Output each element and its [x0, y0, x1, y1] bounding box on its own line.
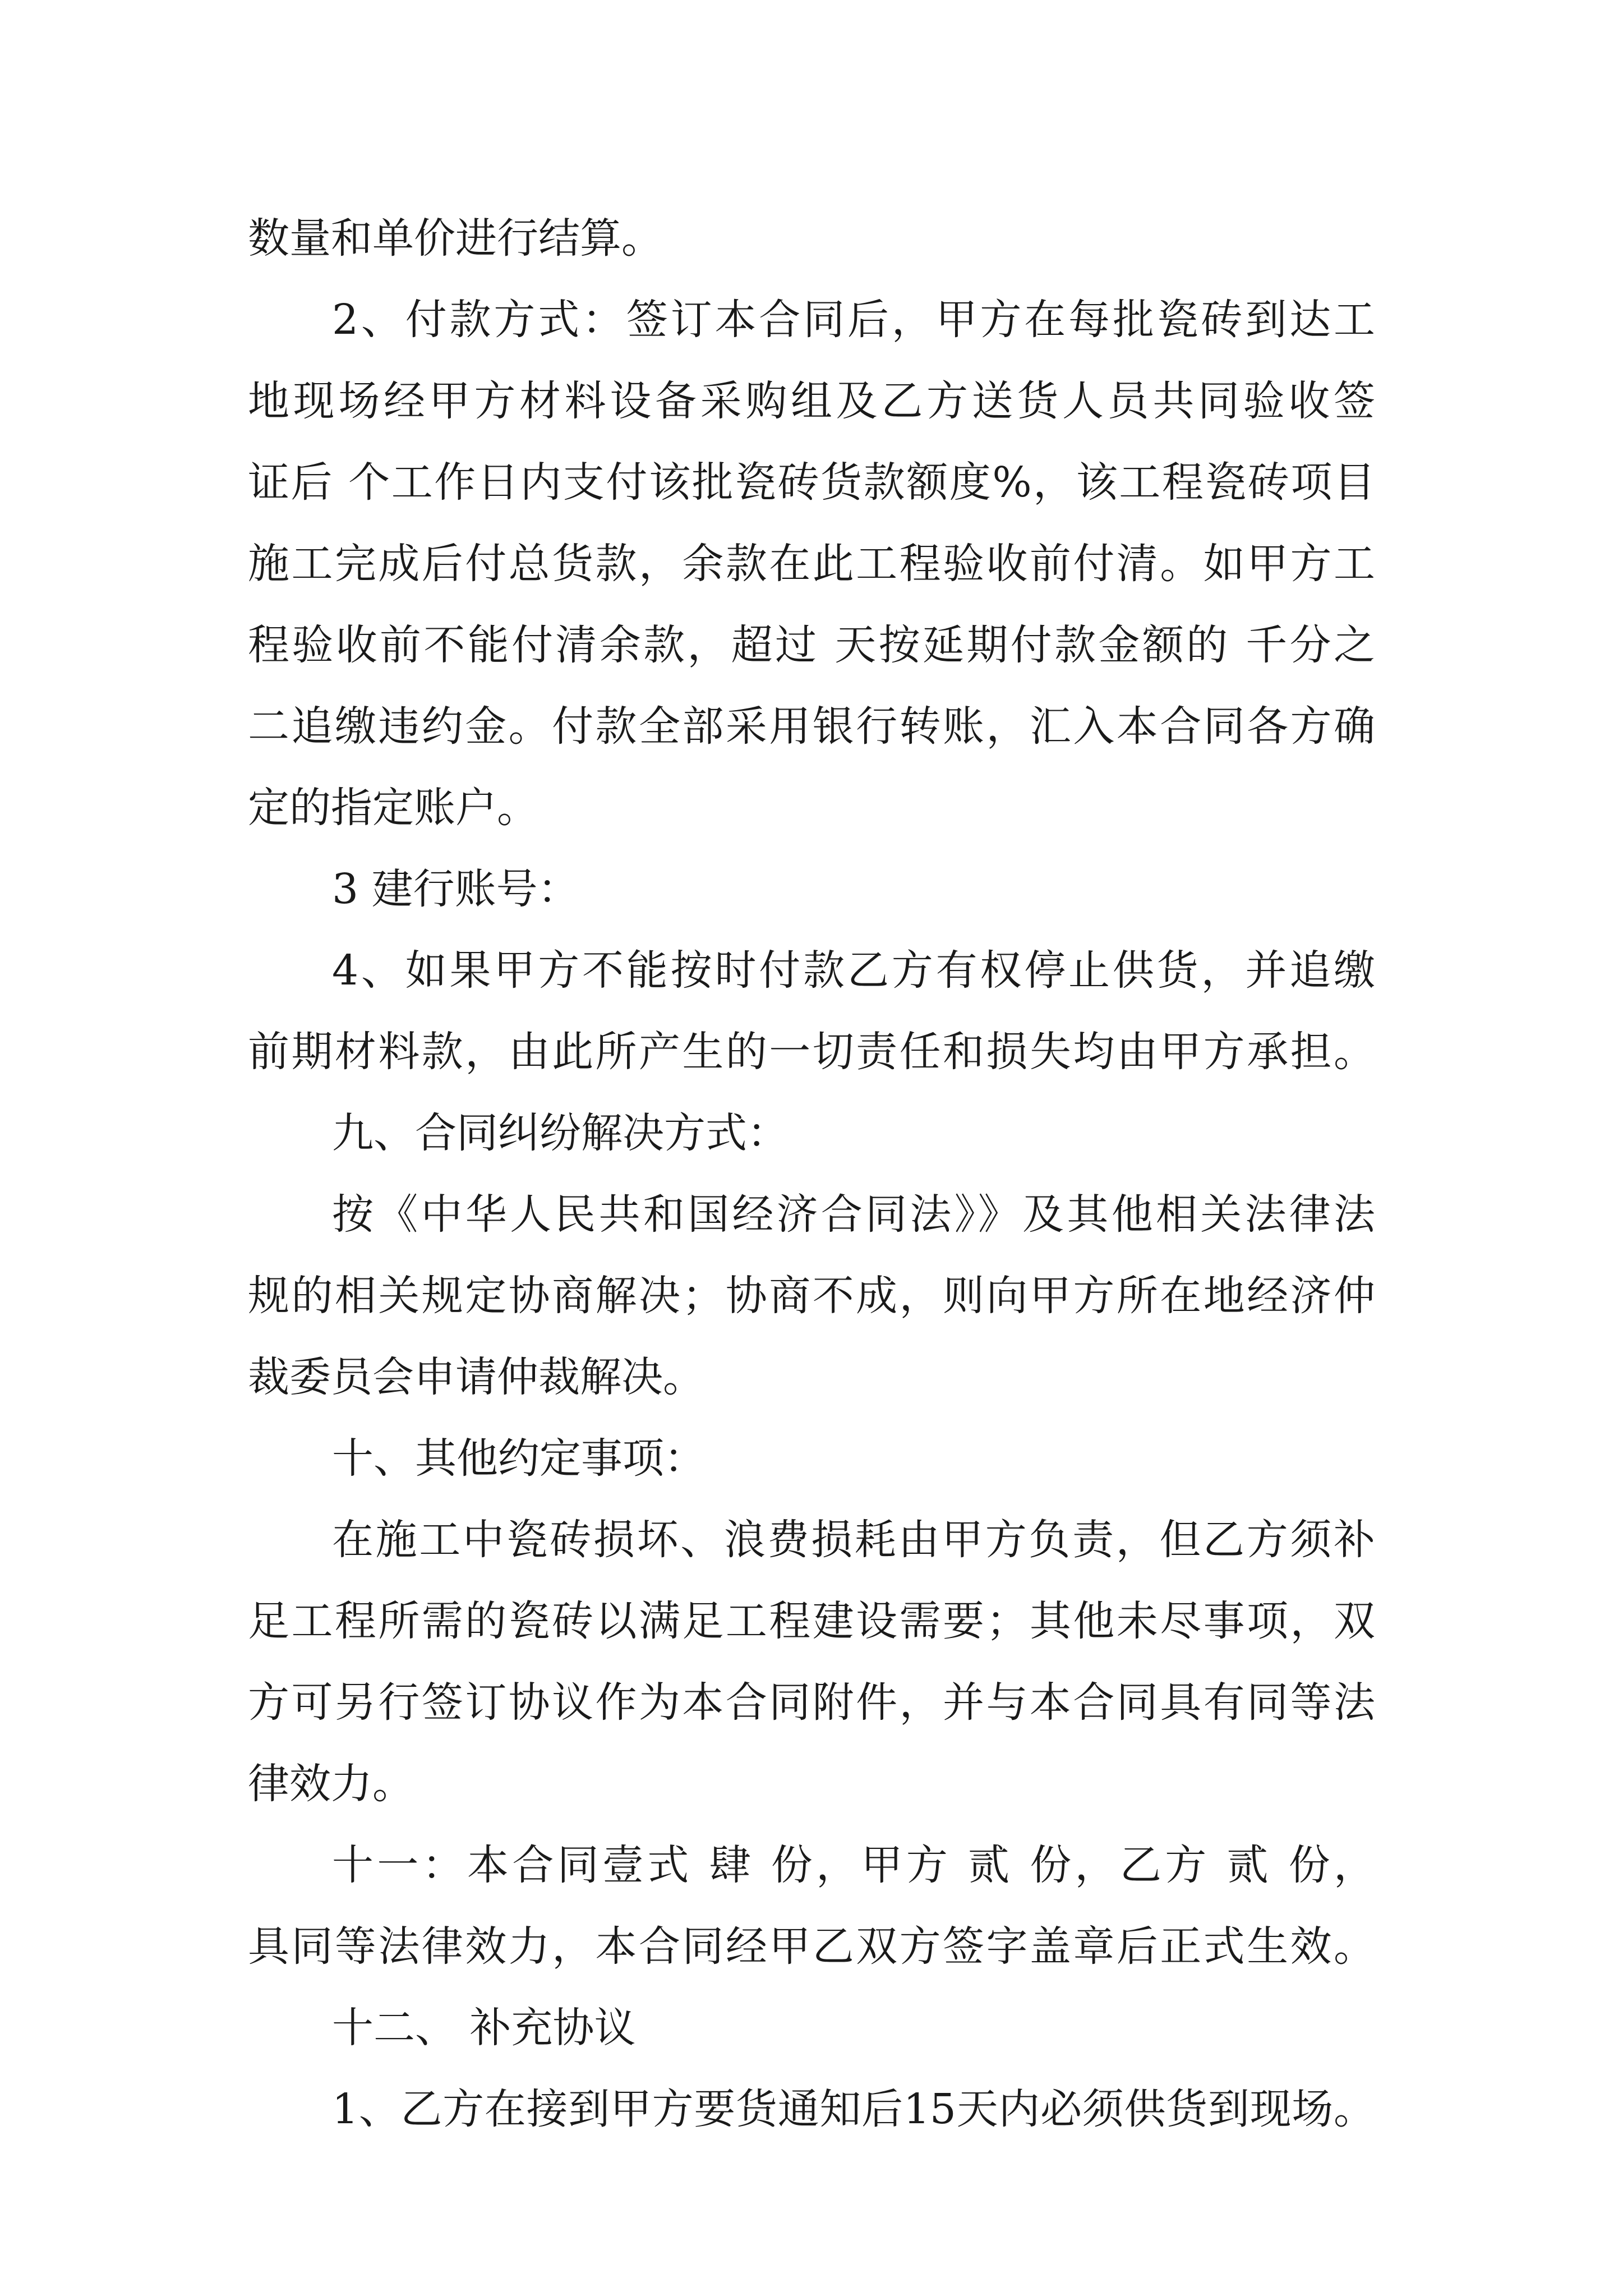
text-line: 施工完成后付总货款，余款在此工程验收前付清。如甲方工 — [248, 540, 1375, 588]
text-line: 方可另行签订协议作为本合同附件，并与本合同具有同等法 — [248, 1678, 1375, 1727]
text-line: 规的相关规定协商解决；协商不成，则向甲方所在地经济仲 — [248, 1272, 1375, 1320]
text-line: 律效力。 — [248, 1760, 414, 1808]
text-line: 1、乙方在接到甲方要货通知后15天内必须供货到现场。 — [332, 2085, 1375, 2133]
section-heading: 十二、 补充协议 — [332, 2004, 636, 2052]
section-heading: 九、合同纠纷解决方式： — [332, 1109, 789, 1157]
text-line: 3 建行账号： — [332, 865, 579, 913]
text-line: 定的指定账户。 — [248, 784, 538, 832]
text-line: 二追缴违约金。付款全部采用银行转账，汇入本合同各方确 — [248, 702, 1375, 751]
text-line: 2、付款方式：签订本合同后，甲方在每批瓷砖到达工 — [332, 296, 1375, 344]
text-line: 足工程所需的瓷砖以满足工程建设需要；其他未尽事项，双 — [248, 1597, 1375, 1645]
text-line: 证后 个工作日内支付该批瓷砖货款额度%，该工程瓷砖项目 — [248, 458, 1375, 507]
section-heading: 十、其他约定事项： — [332, 1434, 706, 1483]
text-line: 程验收前不能付清余款，超过 天按延期付款金额的 千分之 — [248, 621, 1375, 669]
text-line: 4、如果甲方不能按时付款乙方有权停止供货，并追缴 — [332, 946, 1375, 995]
text-line: 裁委员会申请仲裁解决。 — [248, 1353, 704, 1401]
text-line: 具同等法律效力，本合同经甲乙双方签字盖章后正式生效。 — [248, 1922, 1375, 1971]
text-line: 前期材料款，由此所产生的一切责任和损失均由甲方承担。 — [248, 1028, 1375, 1076]
text-line: 地现场经甲方材料设备采购组及乙方送货人员共同验收签 — [248, 377, 1375, 425]
text-line: 数量和单价进行结算。 — [248, 214, 663, 263]
text-line: 十一：本合同壹式 肆 份，甲方 贰 份，乙方 贰 份， — [332, 1841, 1375, 1889]
text-line: 按《中华人民共和国经济合同法》》及其他相关法律法 — [332, 1190, 1375, 1239]
text-line: 在施工中瓷砖损坏、浪费损耗由甲方负责，但乙方须补 — [332, 1516, 1375, 1564]
